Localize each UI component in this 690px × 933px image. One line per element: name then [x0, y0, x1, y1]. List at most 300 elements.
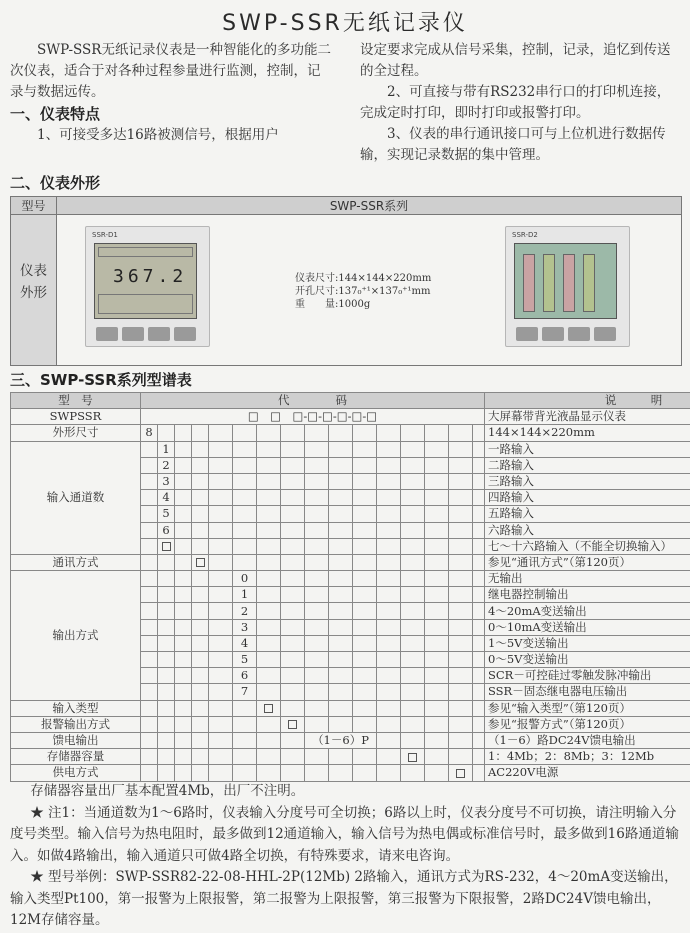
description: 一路输入 [485, 441, 690, 457]
code-cell [329, 490, 353, 506]
code-cell [281, 522, 305, 538]
spec-row-storage [11, 749, 690, 765]
code-cell [377, 522, 401, 538]
code-cell [281, 732, 305, 748]
code-cell [353, 603, 377, 619]
code-cell [158, 587, 175, 603]
code-cell [329, 457, 353, 473]
code-cell [473, 635, 485, 651]
code-cell [209, 425, 233, 441]
description: 五路输入 [485, 506, 690, 522]
code-cell [158, 749, 175, 765]
code-cell [377, 619, 401, 635]
code-cell [209, 473, 233, 489]
code-cell [281, 490, 305, 506]
code-cell [141, 619, 158, 635]
code-cell [233, 506, 257, 522]
code-cell [192, 457, 209, 473]
code-cell [209, 684, 233, 700]
code-cell: 1 [158, 441, 175, 457]
code-cell [449, 635, 473, 651]
code-cell [401, 506, 425, 522]
spec-row-feed [11, 732, 690, 748]
code-cell [175, 716, 192, 732]
intro-paragraph: SWP-SSR无纸记录仪表是一种智能化的多功能二次仪表，适合于对各种过程参量进行监测，控制，记录与数据远传。 [10, 42, 331, 100]
code-cell [175, 603, 192, 619]
code-cell [425, 538, 449, 554]
code-cell [141, 457, 158, 473]
comm-label: 通讯方式 [11, 554, 141, 570]
code-cell [305, 473, 329, 489]
code-cell [377, 700, 401, 716]
code-cell [209, 522, 233, 538]
spec-row-output [11, 571, 690, 587]
code-cell [425, 587, 449, 603]
code-cell [281, 684, 305, 700]
code-cell [175, 587, 192, 603]
code-cell [377, 635, 401, 651]
code-cell [281, 652, 305, 668]
feature3-text: 3、仪表的串行通讯接口可与上位机进行数据传输，实现记录数据的集中管理。 [360, 126, 666, 163]
code-cell [158, 732, 175, 748]
code-cell [158, 668, 175, 684]
code-cell [192, 749, 209, 765]
spec-row-main [11, 409, 690, 425]
code-cell [449, 732, 473, 748]
code-cell [329, 668, 353, 684]
note-star: ★ 注1：当通道数为1～6路时，仪表输入分度号可全切换；6路以上时，仪表分度号不可切换，请注明输入分度号类型。输入信号为热电阻时，最多做到12通道输入，输入信号为热电偶或标准信号时，最多做到16路通道输入。如做4路输出，输入通道只可做4路全切换，有特殊要求，请来电咨询。 [10, 804, 679, 864]
code-cell [353, 473, 377, 489]
code-cell [377, 732, 401, 748]
code-cell [209, 765, 233, 781]
code-cell [141, 652, 158, 668]
code-box [264, 704, 273, 713]
code-cell [158, 635, 175, 651]
code-cell [425, 571, 449, 587]
spec-size: 仪表尺寸:144×144×220mm [295, 273, 432, 284]
code-cell [305, 700, 329, 716]
code-cell [353, 716, 377, 732]
code-cell [158, 652, 175, 668]
code-cell [473, 587, 485, 603]
code-cell [257, 538, 281, 554]
code-cell [305, 441, 329, 457]
code-cell [281, 571, 305, 587]
description: SSR－固态继电器电压输出 [485, 684, 690, 700]
code-cell [257, 635, 281, 651]
code-cell [401, 490, 425, 506]
code-cell [233, 765, 257, 781]
code-cell [305, 716, 329, 732]
code-cell [175, 765, 192, 781]
code-cell [353, 554, 377, 570]
code-cell [175, 441, 192, 457]
code-cell [329, 538, 353, 554]
code-cell [305, 571, 329, 587]
code-cell [257, 441, 281, 457]
code-cell [192, 441, 209, 457]
code-cell [449, 490, 473, 506]
code-cell [305, 749, 329, 765]
code-cell [377, 652, 401, 668]
code-cell [192, 684, 209, 700]
code-cell [192, 652, 209, 668]
code-cell [473, 425, 485, 441]
code-cell [353, 538, 377, 554]
code-cell [158, 425, 175, 441]
code-cell [192, 716, 209, 732]
code-cell [158, 700, 175, 716]
code-cell [377, 765, 401, 781]
code-cell [353, 506, 377, 522]
code-cell [141, 554, 158, 570]
code-cell [233, 732, 257, 748]
code-cell [281, 425, 305, 441]
code-cell [257, 652, 281, 668]
code-cell [449, 684, 473, 700]
code-cell [233, 716, 257, 732]
code-cell [158, 684, 175, 700]
code-cell [175, 538, 192, 554]
code-cell [175, 490, 192, 506]
code-box [288, 720, 297, 729]
code-cell [473, 554, 485, 570]
description: 参见“报警方式”（第120页） [485, 716, 690, 732]
code-cell [175, 700, 192, 716]
spec-table-header [11, 393, 690, 409]
spec-weight: 重 量:1000g [295, 299, 371, 310]
code-cell [377, 457, 401, 473]
description: 参见“输入类型”（第120页） [485, 700, 690, 716]
code-cell [449, 506, 473, 522]
code-cell [141, 506, 158, 522]
code-cell [449, 425, 473, 441]
code-cell [329, 652, 353, 668]
code-cell [158, 619, 175, 635]
model-header-type: 型号 [11, 197, 57, 215]
code-box [456, 769, 465, 778]
code-cell [425, 765, 449, 781]
code-cell [192, 635, 209, 651]
code-cell [377, 441, 401, 457]
code-cell [281, 668, 305, 684]
note-storage: 存储器容量出厂基本配置4Mb，出厂不注明。 [30, 783, 305, 799]
power-label: 供电方式 [11, 765, 141, 781]
code-cell [175, 522, 192, 538]
code-cell [473, 684, 485, 700]
code-cell [425, 749, 449, 765]
code-cell [449, 749, 473, 765]
header-code: 代 码 [141, 393, 485, 409]
code-cell [192, 603, 209, 619]
code-cell [257, 522, 281, 538]
code-cell [329, 635, 353, 651]
header-description: 说 明 [485, 393, 690, 409]
code-cell [353, 587, 377, 603]
code-cell [257, 619, 281, 635]
size-label: 外形尺寸 [11, 425, 141, 441]
code-cell [473, 571, 485, 587]
header-model: 型 号 [11, 393, 141, 409]
code-cell [449, 538, 473, 554]
code-cell [377, 603, 401, 619]
code-cell: 5 [158, 506, 175, 522]
code-cell [473, 441, 485, 457]
code-cell [425, 652, 449, 668]
code-cell [329, 765, 353, 781]
description: 0～5V变送输出 [485, 652, 690, 668]
code-cell [158, 603, 175, 619]
code-cell [281, 749, 305, 765]
code-cell [473, 700, 485, 716]
channels-label: 输入通道数 [11, 441, 141, 554]
code-cell [141, 522, 158, 538]
code-cell: 1 [233, 587, 257, 603]
code-cell [377, 749, 401, 765]
code-cell [425, 668, 449, 684]
description: SCR－可控硅过零触发脉冲输出 [485, 668, 690, 684]
code-cell [141, 490, 158, 506]
code-cell [449, 619, 473, 635]
code-cell [401, 603, 425, 619]
code-cell [257, 732, 281, 748]
code-cell [192, 668, 209, 684]
code-cell [233, 473, 257, 489]
outline-row-label [11, 215, 57, 365]
code-cell [425, 635, 449, 651]
code-cell [329, 571, 353, 587]
section3-heading: 三、SWP-SSR系列型谱表 [10, 371, 192, 389]
code-cell [281, 506, 305, 522]
feature1-left-text: 1、可接受多达16路被测信号，根据用户 [37, 127, 279, 143]
code-cell [473, 732, 485, 748]
description: 参见“通讯方式”（第120页） [485, 554, 690, 570]
code-cell [158, 765, 175, 781]
code-cell [305, 652, 329, 668]
code-cell: 6 [233, 668, 257, 684]
code-cell [473, 652, 485, 668]
device1-brand: SSR-D1 [92, 231, 118, 239]
description: 144×144×220mm [485, 425, 690, 441]
code-cell [158, 554, 175, 570]
code-cell [425, 473, 449, 489]
code-cell [449, 603, 473, 619]
code-cell [353, 457, 377, 473]
code-cell [401, 425, 425, 441]
code-cell [257, 571, 281, 587]
code-cell [473, 538, 485, 554]
code-cell [175, 571, 192, 587]
code-cell [473, 603, 485, 619]
code-cell [192, 490, 209, 506]
code-cell: 2 [158, 457, 175, 473]
code-cell [233, 522, 257, 538]
model-prefix: SWPSSR [11, 409, 141, 425]
output-label: 输出方式 [11, 571, 141, 701]
code-cell [473, 619, 485, 635]
code-cell [329, 619, 353, 635]
code-cell [175, 506, 192, 522]
description: 无输出 [485, 571, 690, 587]
code-cell [401, 441, 425, 457]
code-cell [425, 554, 449, 570]
code-cell [257, 765, 281, 781]
code-cell [353, 668, 377, 684]
code-cell [209, 554, 233, 570]
code-cell [473, 716, 485, 732]
code-cell [329, 522, 353, 538]
code-cell [353, 425, 377, 441]
code-cell [449, 473, 473, 489]
code-box [162, 542, 171, 551]
code-cell [192, 765, 209, 781]
code-cell [233, 700, 257, 716]
code-cell [353, 700, 377, 716]
code-cell [401, 635, 425, 651]
code-cell [209, 635, 233, 651]
code-cell [425, 441, 449, 457]
code-cell [305, 603, 329, 619]
code-cell [305, 587, 329, 603]
description: 1：4Mb；2：8Mb；3：12Mb [485, 749, 690, 765]
code-cell [209, 668, 233, 684]
code-cell [425, 684, 449, 700]
code-cell [209, 749, 233, 765]
code-cell [192, 587, 209, 603]
code-cell [209, 700, 233, 716]
code-cell [377, 473, 401, 489]
spec-row-power [11, 765, 690, 781]
spec-row-size [11, 425, 690, 441]
code-cell [425, 700, 449, 716]
code-cell [401, 765, 425, 781]
code-cell [473, 749, 485, 765]
code-cell [401, 668, 425, 684]
code-cell: 5 [233, 652, 257, 668]
code-cell [233, 554, 257, 570]
code-cell [257, 587, 281, 603]
code-cell [305, 522, 329, 538]
code-cell [257, 506, 281, 522]
code-cell [281, 603, 305, 619]
code-cell [305, 457, 329, 473]
code-cell [401, 684, 425, 700]
device-specs [295, 272, 431, 311]
code-cell [141, 668, 158, 684]
description: 继电器控制输出 [485, 587, 690, 603]
feed-label: 馈电输出 [11, 732, 141, 748]
code-cell [329, 700, 353, 716]
code-cell [401, 473, 425, 489]
code-cell [353, 684, 377, 700]
code-cell [449, 700, 473, 716]
section2-heading: 二、仪表外形 [10, 174, 101, 192]
code-cell [158, 571, 175, 587]
code-cell [233, 749, 257, 765]
feature2-text: 2、可直接与带有RS232串行口的打印机连接，完成定时打印，即时打印或报警打印。 [360, 84, 671, 121]
code-cell [141, 700, 158, 716]
code-cell [425, 732, 449, 748]
code-cell [175, 684, 192, 700]
device2-keypad [516, 327, 616, 341]
code-cell [175, 635, 192, 651]
spec-row-alarm [11, 716, 690, 732]
code-cell [281, 473, 305, 489]
code-cell: 4 [233, 635, 257, 651]
code-cell [401, 700, 425, 716]
code-cell [175, 473, 192, 489]
code-cell [257, 603, 281, 619]
code-cell [473, 473, 485, 489]
code-cell [192, 732, 209, 748]
model-table-header [11, 197, 681, 215]
code-cell [377, 716, 401, 732]
code-cell [233, 457, 257, 473]
code-cell [209, 652, 233, 668]
code-cell [141, 571, 158, 587]
code-cell [401, 619, 425, 635]
code-cell [401, 554, 425, 570]
code-cell [141, 635, 158, 651]
model-spectrum-table [10, 392, 690, 782]
code-cell [353, 441, 377, 457]
alarm-label: 报警输出方式 [11, 716, 141, 732]
code-cell [192, 522, 209, 538]
code-cell [209, 603, 233, 619]
description: 四路输入 [485, 490, 690, 506]
device1-screen [94, 243, 197, 319]
code-cell [281, 587, 305, 603]
code-cell [281, 716, 305, 732]
code-cell [209, 538, 233, 554]
code-box [408, 753, 417, 762]
code-cell [353, 765, 377, 781]
code-cell [209, 457, 233, 473]
description: 三路输入 [485, 473, 690, 489]
code-cell [141, 587, 158, 603]
code-cell [192, 538, 209, 554]
spec-row-input-type [11, 700, 690, 716]
description: 0～10mA变送输出 [485, 619, 690, 635]
description: 1～5V变送输出 [485, 635, 690, 651]
code-cell [305, 554, 329, 570]
code-cell [233, 538, 257, 554]
code-cell [329, 441, 353, 457]
code-cell [141, 684, 158, 700]
code-cell [329, 473, 353, 489]
description: 大屏幕带背光液晶显示仪表 [485, 409, 690, 425]
code-cell [449, 716, 473, 732]
code-cell [209, 619, 233, 635]
code-cell [305, 538, 329, 554]
code-cell [305, 425, 329, 441]
code-cell [473, 765, 485, 781]
code-cell [141, 749, 158, 765]
code-cell [377, 587, 401, 603]
code-cell [281, 457, 305, 473]
code-cell [209, 571, 233, 587]
recorder-device-numeric [85, 226, 210, 347]
page-title: SWP-SSR无纸记录仪 [222, 11, 468, 36]
code-cell [281, 635, 305, 651]
code-cell [401, 538, 425, 554]
model-header-series: SWP-SSR系列 [329, 199, 409, 213]
code-cell [281, 700, 305, 716]
code-cell [175, 652, 192, 668]
code-cell [449, 554, 473, 570]
code-cell [449, 587, 473, 603]
spec-row-channel [11, 441, 690, 457]
